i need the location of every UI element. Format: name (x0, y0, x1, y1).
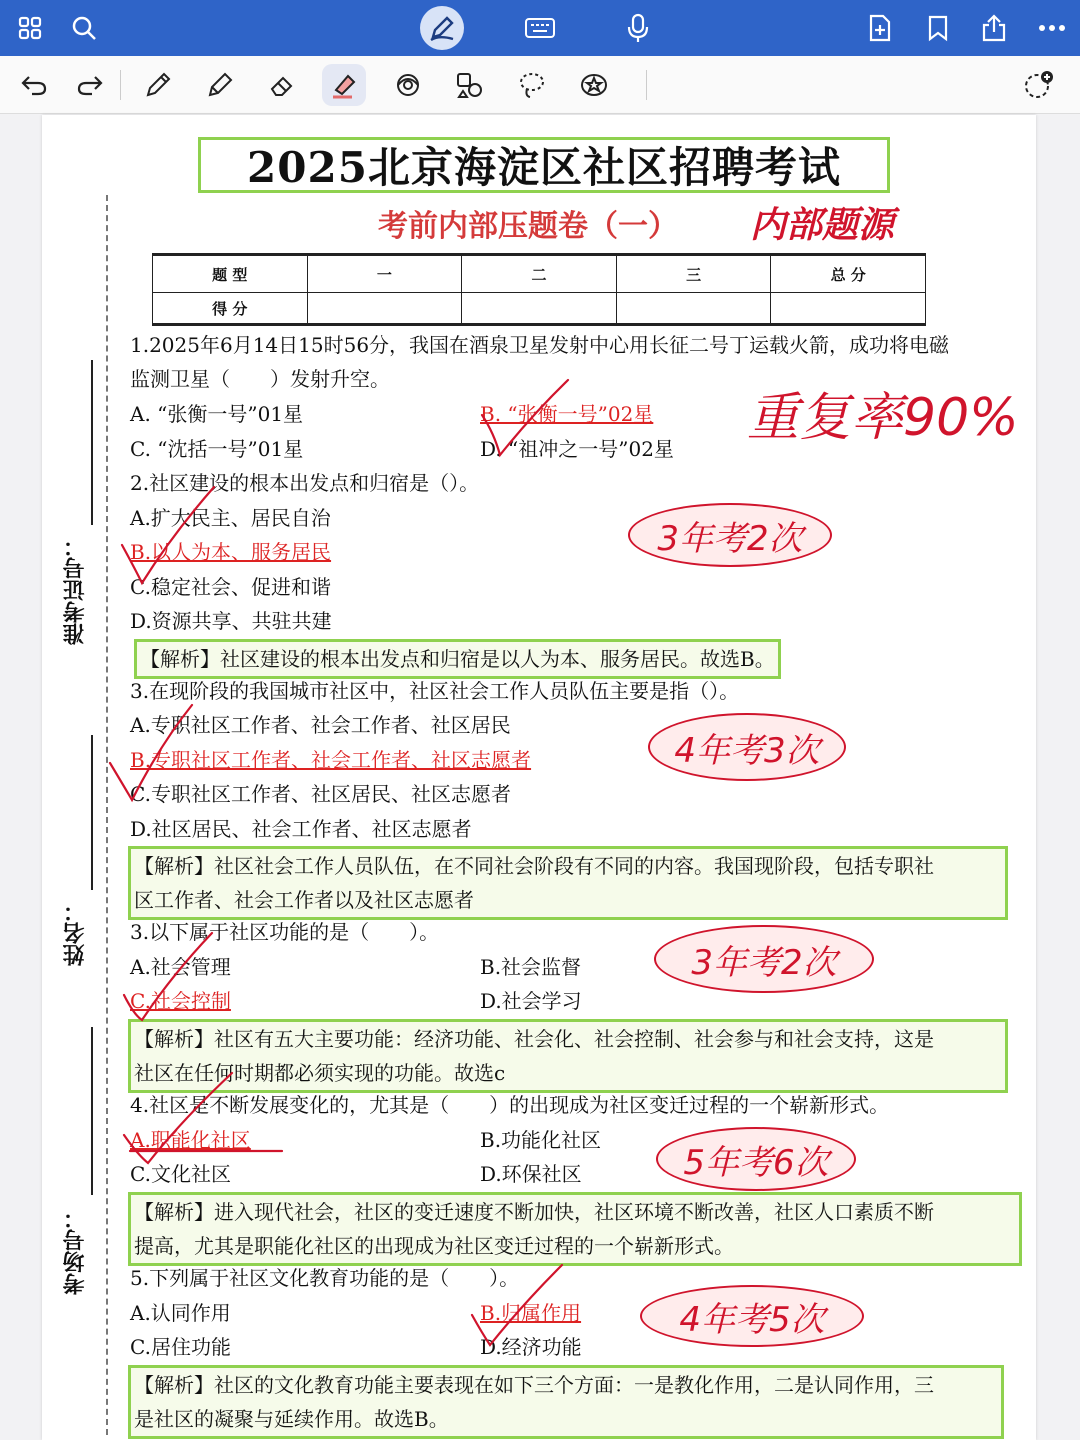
q4-option-a: A.社会管理 (130, 955, 231, 979)
drawing-toolbar (0, 56, 1080, 114)
binding-dashed-line (106, 195, 108, 1435)
doc-subtitle: 考前内部压题卷（一） (378, 209, 678, 244)
q4-option-d: D.社会学习 (480, 989, 582, 1013)
table-cell: 总 分 (771, 255, 926, 293)
pen-mode-icon[interactable] (420, 6, 464, 50)
sticker-icon[interactable] (572, 64, 616, 106)
q4-analysis (128, 1019, 1008, 1093)
q6-analysis-line1: 【解析】社区的文化教育功能主要表现在如下三个方面：一是教化作用，二是认同作用，三 (134, 1373, 934, 1397)
undo-icon[interactable] (12, 64, 56, 106)
q4-option-b: B.社会监督 (480, 955, 582, 979)
room-underline (91, 1027, 93, 1195)
q2-option-d: D.资源共享、共驻共建 (130, 609, 332, 633)
q5-analysis-line2: 提高，尤其是职能化社区的出现成为社区变迁过程的一个崭新形式。 (134, 1234, 734, 1258)
q5-handwritten-note: 5年考6次 (656, 1127, 856, 1191)
q4-stem: 3.以下属于社区功能的是（ ）。 (130, 920, 440, 944)
add-page-icon[interactable] (858, 6, 902, 50)
name-label: 姓名： (63, 900, 88, 966)
q6-option-a: A.认同作用 (130, 1301, 231, 1325)
q4-analysis-line2: 社区在任何时期都必须实现的功能。故选c (134, 1061, 506, 1085)
table-cell (307, 293, 462, 325)
grid-icon[interactable] (8, 6, 52, 50)
q1-stem-line2: 监测卫星（ ）发射升空。 (130, 367, 390, 391)
q1-stem-line1: 1.2025年6月14日15时56分，我国在酒泉卫星发射中心用长征二号丁运载火箭，成功将电磁 (130, 333, 950, 357)
q2-handwritten-note: 3年考2次 (628, 503, 832, 567)
q3-analysis (128, 846, 1008, 920)
q3-analysis-line2: 区工作者、社会工作者以及社区志愿者 (134, 888, 474, 912)
table-cell (462, 293, 617, 325)
table-cell: 一 (307, 255, 462, 293)
exam-room-label: 考场号： (63, 1207, 88, 1295)
q6-stem: 5.下列属于社区文化教育功能的是（ ）。 (130, 1266, 520, 1290)
q1-option-c: C. “沈括一号”01星 (130, 437, 304, 461)
table-cell: 得 分 (153, 293, 308, 325)
q3-option-b: B.专职社区工作者、社会工作者、社区志愿者 (130, 748, 532, 772)
bookmark-icon[interactable] (916, 6, 960, 50)
lasso-icon[interactable] (510, 64, 554, 106)
eraser-icon[interactable] (260, 64, 304, 106)
q2-stem: 2.社区建设的根本出发点和归宿是（）。 (130, 471, 480, 495)
q3-analysis-line1: 【解析】社区社会工作人员队伍，在不同社会阶段有不同的内容。我国现阶段，包括专职社 (134, 854, 934, 878)
pencil-icon[interactable] (198, 64, 242, 106)
more-icon[interactable] (1030, 6, 1074, 50)
name-underline (91, 735, 93, 890)
id-underline (91, 360, 93, 525)
top-app-bar (0, 0, 1080, 56)
q1-option-a: A. “张衡一号”01星 (130, 402, 304, 426)
q4-option-c: C.社会控制 (130, 989, 231, 1013)
q6-handwritten-note: 4年考5次 (640, 1285, 864, 1347)
table-cell: 三 (616, 255, 771, 293)
keyboard-icon[interactable] (518, 6, 562, 50)
shape-icon[interactable] (386, 64, 430, 106)
q2-option-a: A.扩大民主、居民自治 (130, 506, 331, 530)
document-page[interactable] (42, 115, 1036, 1440)
q1-option-d: D. “祖冲之一号”02星 (480, 437, 674, 461)
q6-option-b: B.归属作用 (480, 1301, 582, 1325)
q6-analysis (128, 1365, 1004, 1439)
q3-option-c: C.专职社区工作者、社区居民、社区志愿者 (130, 782, 511, 806)
doc-title: 2025北京海淀区社区招聘考试 (247, 143, 841, 192)
microphone-icon[interactable] (616, 6, 660, 50)
q5-option-b: B.功能化社区 (480, 1128, 602, 1152)
q5-option-a: A.职能化社区 (130, 1128, 251, 1152)
exam-id-label: 准考证号： (63, 535, 88, 645)
q2-option-c: C.稳定社会、促进和谐 (130, 575, 331, 599)
doc-title-box (198, 137, 890, 193)
q5-option-c: C.文化社区 (130, 1162, 231, 1186)
q5-analysis (128, 1192, 1022, 1266)
q6-option-d: D.经济功能 (480, 1335, 582, 1359)
redo-icon[interactable] (68, 64, 112, 106)
table-row (153, 255, 926, 293)
table-cell: 二 (462, 255, 617, 293)
element-icon[interactable] (448, 64, 492, 106)
q2-analysis: 【解析】社区建设的根本出发点和归宿是以人为本、服务居民。故选B。 (134, 639, 781, 679)
q3-option-a: A.专职社区工作者、社会工作者、社区居民 (130, 713, 511, 737)
table-cell (616, 293, 771, 325)
q2-option-b: B.以人为本、服务居民 (130, 540, 332, 564)
q5-option-d: D.环保社区 (480, 1162, 582, 1186)
q3-stem: 3.在现阶段的我国城市社区中，社区社会工作人员队伍主要是指（）。 (130, 679, 740, 703)
share-icon[interactable] (972, 6, 1016, 50)
q5-analysis-line1: 【解析】进入现代社会，社区的变迁速度不断加快，社区环境不断改善，社区人口素质不断 (134, 1200, 934, 1224)
q1-handwritten-note: 重复率90% (747, 388, 1019, 448)
q3-handwritten-note: 4年考3次 (648, 713, 846, 781)
table-cell: 题 型 (153, 255, 308, 293)
q4-analysis-line1: 【解析】社区有五大主要功能：经济功能、社会化、社会控制、社会参与和社会支持，这是 (134, 1027, 934, 1051)
handwritten-title-note: 内部题源 (750, 205, 895, 246)
q6-option-c: C.居住功能 (130, 1335, 231, 1359)
table-row (153, 293, 926, 325)
pen-icon[interactable] (136, 64, 180, 106)
table-cell (771, 293, 926, 325)
add-color-icon[interactable] (1016, 64, 1060, 106)
q3-option-d: D.社区居民、社会工作者、社区志愿者 (130, 817, 472, 841)
q6-analysis-line2: 是社区的凝聚与延续作用。故选B。 (134, 1407, 449, 1431)
highlighter-icon[interactable] (322, 64, 366, 106)
q4-handwritten-note: 3年考2次 (654, 925, 874, 993)
search-icon[interactable] (62, 6, 106, 50)
q5-stem: 4.社区是不断发展变化的，尤其是（ ）的出现成为社区变迁过程的一个崭新形式。 (130, 1093, 890, 1117)
score-table (152, 253, 926, 326)
q1-option-b: B. “张衡一号”02星 (480, 402, 654, 426)
